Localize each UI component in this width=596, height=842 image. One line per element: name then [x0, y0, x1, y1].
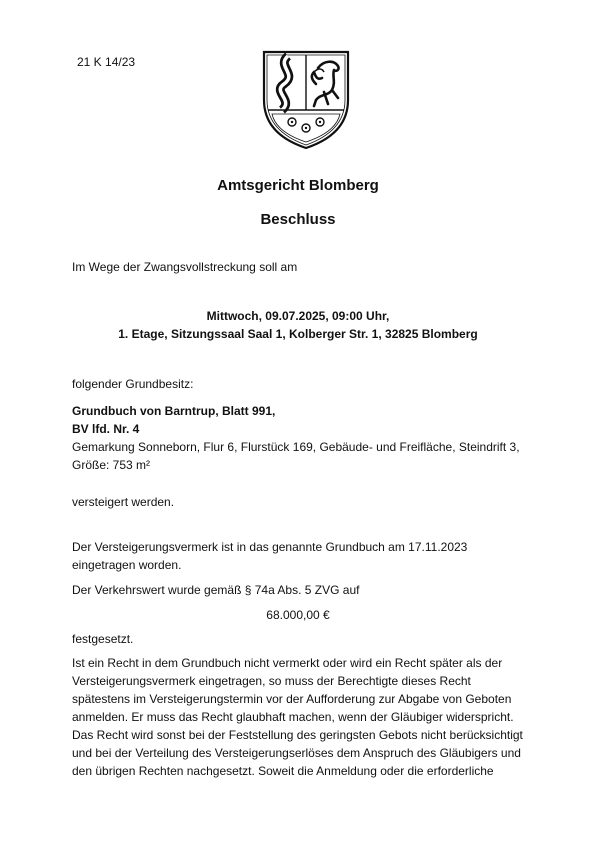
verkehrswert-intro: Der Verkehrswert wurde gemäß § 74a Abs. 5 ZVG auf: [72, 583, 360, 597]
grundbesitz-label: folgender Grundbesitz:: [72, 377, 194, 391]
recht-paragraph: [72, 654, 532, 780]
paragraph-line: den übrigen Rechten nachgesetzt. Soweit die Anmeldung oder die erforderliche: [72, 764, 494, 778]
paragraph-line: und bei der Verteilung des Versteigerungserlöses dem Anspruch des Gläubigers und: [72, 746, 521, 760]
bv-line: BV lfd. Nr. 4: [72, 422, 140, 436]
paragraph-line: spätestens im Versteigerungstermin vor der Aufforderung zur Abgabe von Geboten: [72, 692, 512, 706]
paragraph-line: Ist ein Recht in dem Grundbuch nicht vermerkt oder wird ein Recht später als der: [72, 656, 503, 670]
aktenzeichen: 21 K 14/23: [77, 55, 136, 69]
vermerk-line-1: Der Versteigerungsvermerk ist in das genannte Grundbuch am 17.11.2023: [72, 540, 468, 554]
document-type: Beschluss: [260, 211, 336, 228]
paragraph-line: anmelden. Er muss das Recht glaubhaft machen, wenn der Gläubiger widerspricht.: [72, 710, 514, 724]
termin-date: Mittwoch, 09.07.2025, 09:00 Uhr,: [206, 309, 390, 323]
paragraph-line: Das Recht wird sonst bei der Feststellung des geringsten Gebots nicht berücksichtigt: [72, 728, 523, 742]
versteigert-text: versteigert werden.: [72, 495, 175, 509]
coat-of-arms-icon: [258, 48, 354, 152]
vermerk-line-2: eingetragen worden.: [72, 558, 182, 572]
paragraph-line: Versteigerungsvermerk eingetragen, so muss der Berechtigte dieses Recht: [72, 674, 471, 688]
grundbuch-line: Grundbuch von Barntrup, Blatt 991,: [72, 404, 276, 418]
verkehrswert-outro: festgesetzt.: [72, 632, 134, 646]
court-name: Amtsgericht Blomberg: [217, 177, 379, 194]
groesse-line: Größe: 753 m²: [72, 458, 151, 472]
verkehrswert-amount: 68.000,00 €: [266, 608, 330, 622]
intro-text: Im Wege der Zwangsvollstreckung soll am: [72, 260, 298, 274]
termin-location: 1. Etage, Sitzungssaal Saal 1, Kolberger Str. 1, 32825 Blomberg: [118, 327, 478, 341]
gemarkung-line: Gemarkung Sonneborn, Flur 6, Flurstück 169, Gebäude- und Freifläche, Steindrift 3,: [72, 440, 520, 454]
